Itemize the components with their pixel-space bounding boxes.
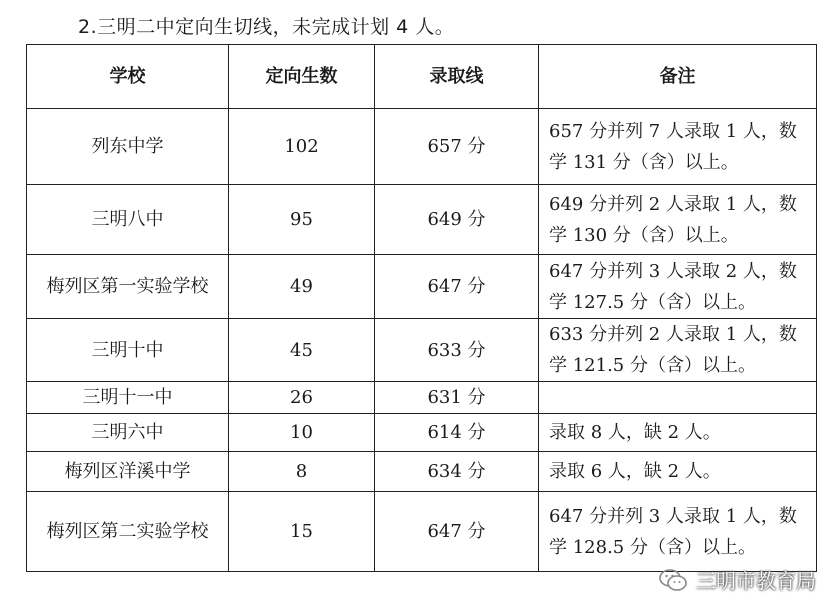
school-cell: 列东中学: [27, 109, 229, 185]
line-cell: 647 分: [375, 255, 539, 319]
note-cell: 647 分并列 3 人录取 1 人，数学 128.5 分（含）以上。: [539, 492, 817, 572]
line-cell: 633 分: [375, 319, 539, 382]
watermark-text: 三明市教育局: [696, 569, 816, 593]
line-cell: 634 分: [375, 452, 539, 492]
table-row: [27, 382, 817, 414]
table-row: [27, 319, 817, 382]
table-row: [27, 492, 817, 572]
school-cell: 三明十中: [27, 319, 229, 382]
school-cell: 梅列区洋溪中学: [27, 452, 229, 492]
note-cell: [539, 382, 817, 414]
count-cell: 102: [229, 109, 375, 185]
line-cell: 649 分: [375, 185, 539, 255]
count-cell: 15: [229, 492, 375, 572]
count-cell: 49: [229, 255, 375, 319]
line-cell: 614 分: [375, 414, 539, 452]
note-cell: 649 分并列 2 人录取 1 人，数学 130 分（含）以上。: [539, 185, 817, 255]
count-cell: 26: [229, 382, 375, 414]
table-header-row: [27, 45, 817, 109]
note-cell: 633 分并列 2 人录取 1 人，数学 121.5 分（含）以上。: [539, 319, 817, 382]
line-cell: 631 分: [375, 382, 539, 414]
section-heading: 2.三明二中定向生切线，未完成计划 4 人。: [78, 16, 455, 38]
school-cell: 三明六中: [27, 414, 229, 452]
table-row: [27, 452, 817, 492]
note-cell: 657 分并列 7 人录取 1 人，数学 131 分（含）以上。: [539, 109, 817, 185]
watermark: [658, 565, 816, 594]
school-cell: 三明十一中: [27, 382, 229, 414]
school-cell: 三明八中: [27, 185, 229, 255]
note-cell: 录取 6 人，缺 2 人。: [539, 452, 817, 492]
note-cell: 647 分并列 3 人录取 2 人，数学 127.5 分（含）以上。: [539, 255, 817, 319]
line-cell: 657 分: [375, 109, 539, 185]
count-cell: 10: [229, 414, 375, 452]
line-cell: 647 分: [375, 492, 539, 572]
admission-table: [26, 44, 817, 572]
school-cell: 梅列区第一实验学校: [27, 255, 229, 319]
wechat-icon: [658, 568, 688, 592]
header-school: 学校: [27, 45, 229, 109]
table-row: [27, 185, 817, 255]
note-cell: 录取 8 人，缺 2 人。: [539, 414, 817, 452]
table-row: [27, 255, 817, 319]
school-cell: 梅列区第二实验学校: [27, 492, 229, 572]
header-note: 备注: [539, 45, 817, 109]
count-cell: 45: [229, 319, 375, 382]
table-row: [27, 414, 817, 452]
table-row: [27, 109, 817, 185]
count-cell: 8: [229, 452, 375, 492]
header-count: 定向生数: [229, 45, 375, 109]
count-cell: 95: [229, 185, 375, 255]
header-line: 录取线: [375, 45, 539, 109]
